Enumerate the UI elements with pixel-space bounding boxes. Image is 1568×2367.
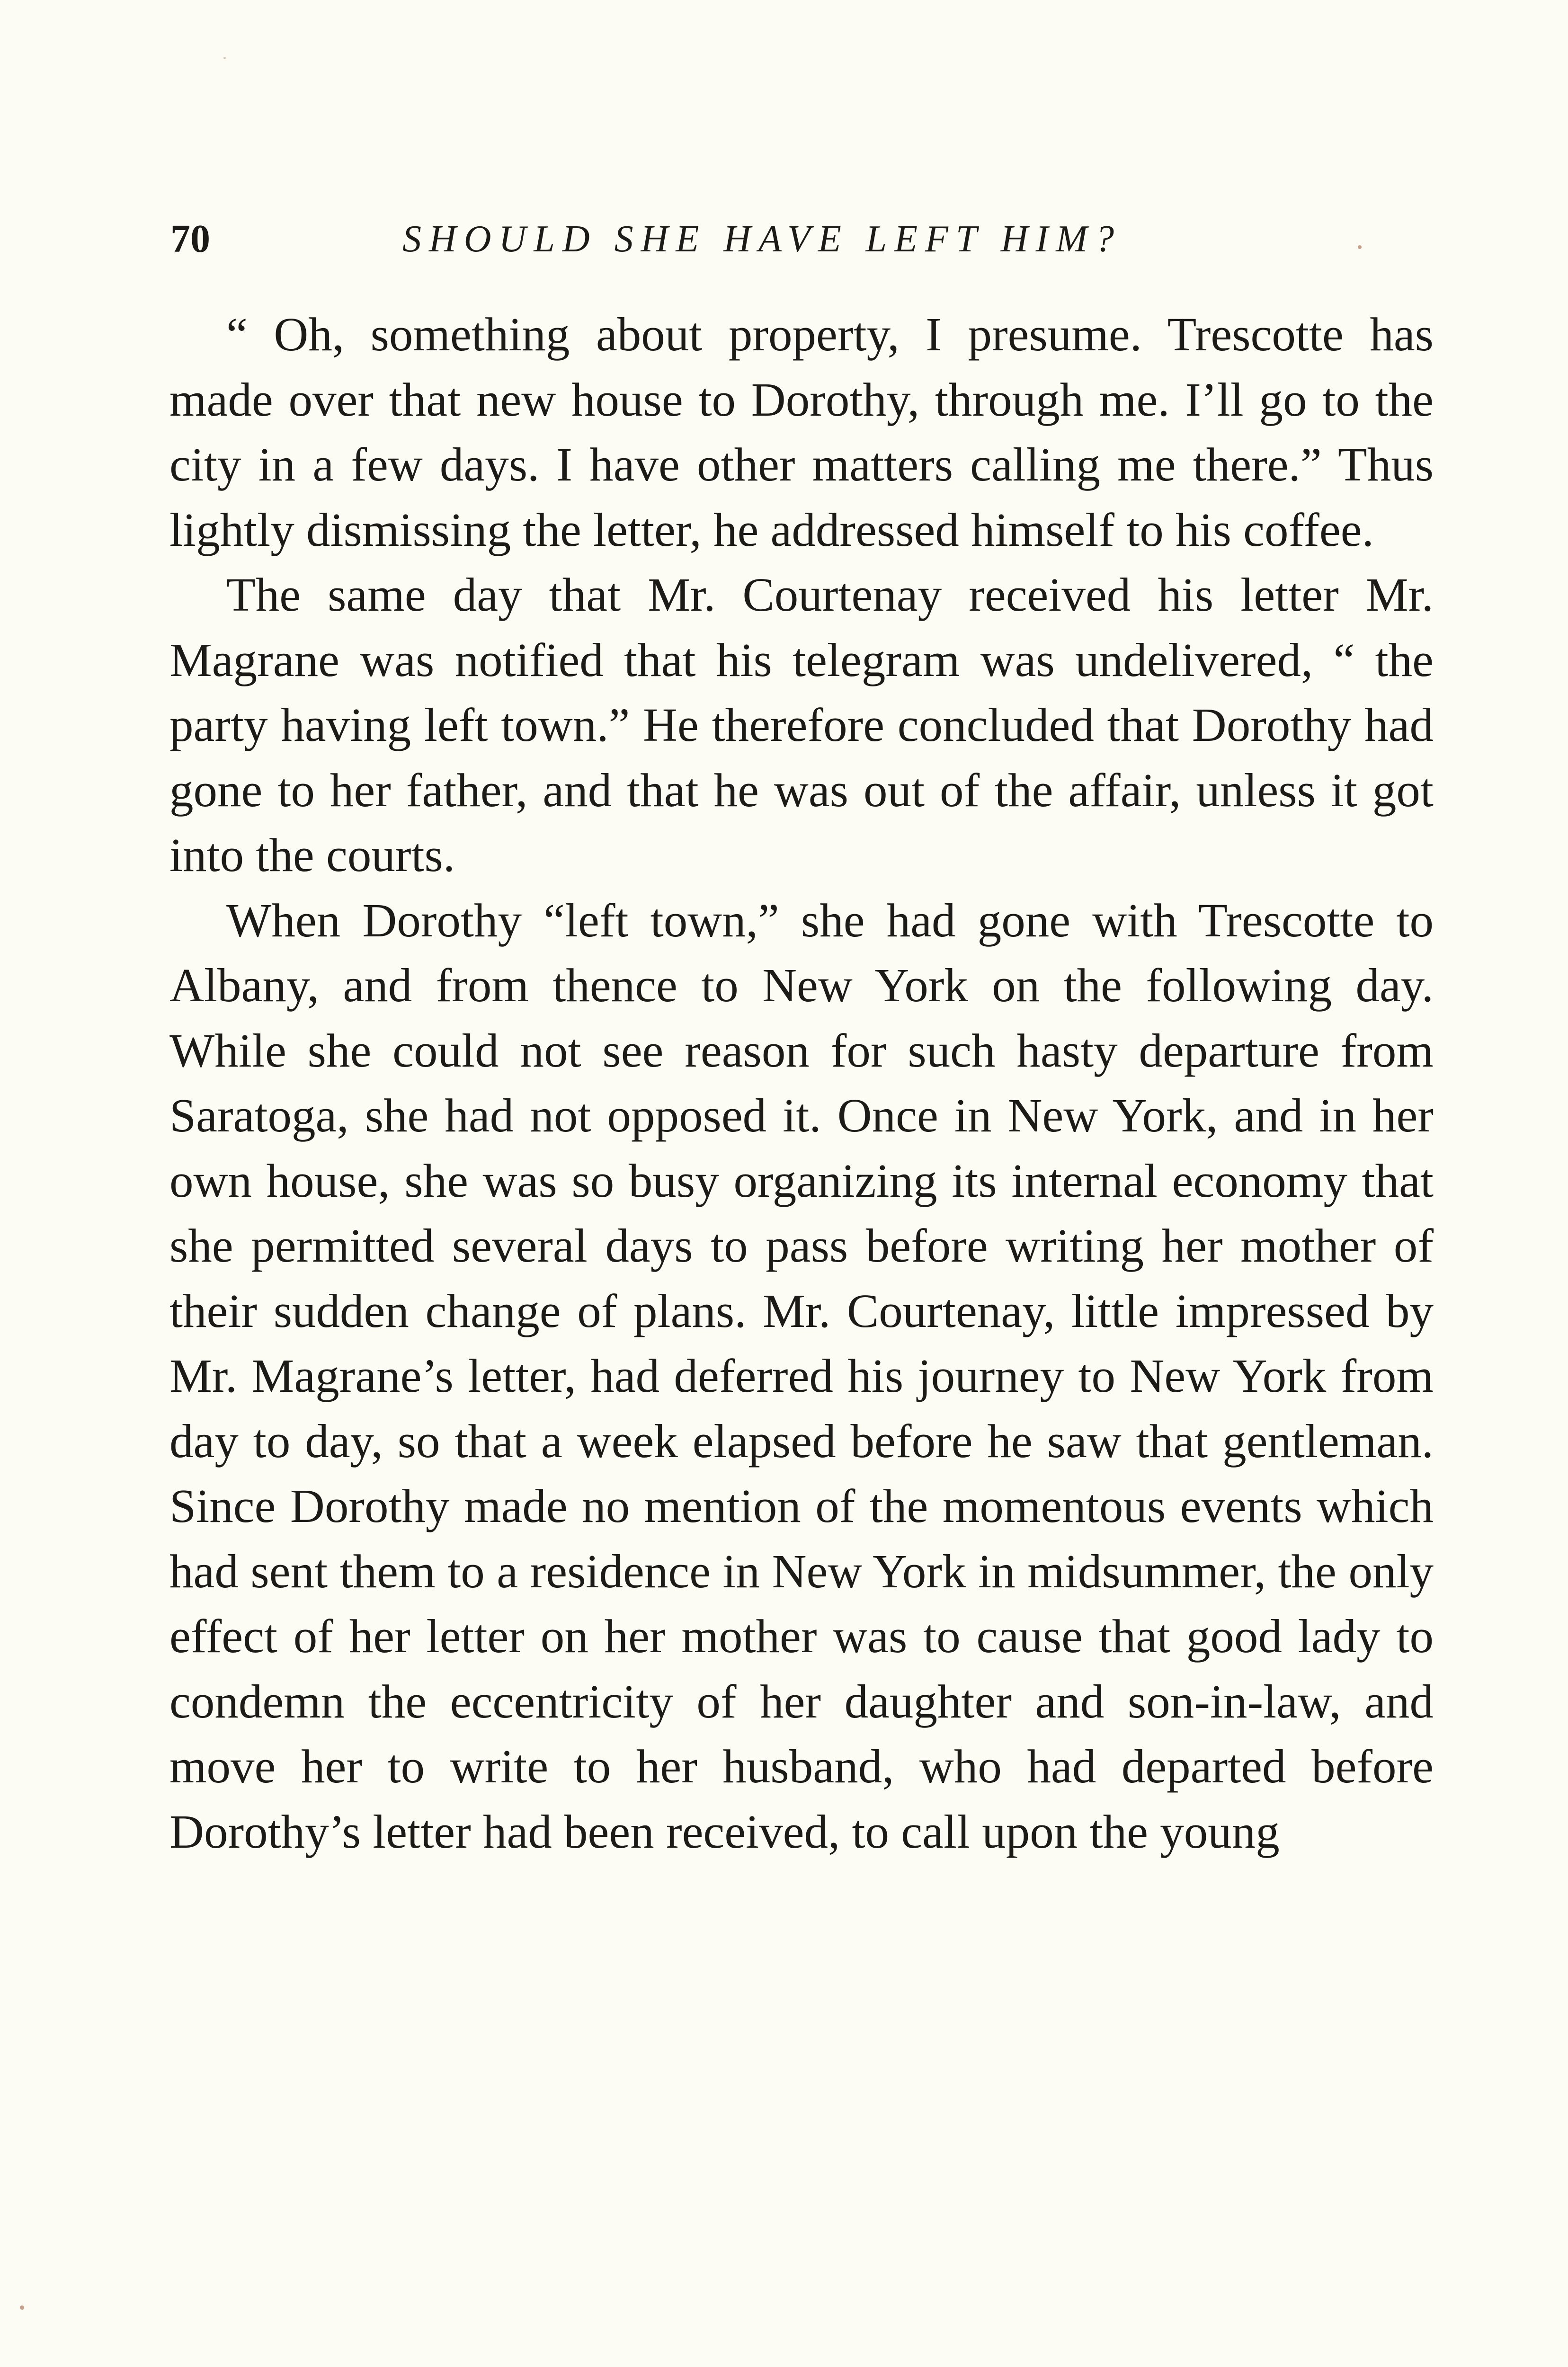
running-title: SHOULD SHE HAVE LEFT HIM? bbox=[402, 218, 1122, 260]
paragraph: “ Oh, something about property, I presume. Trescotte has made over that new house to Dorothy, through me. I’ll go to the city in a few days. I have other matters calling me there.” Thus lightly dismissing the letter, he addressed himself to his coffee. bbox=[169, 308, 1434, 556]
paragraph: The same day that Mr. Courtenay received his letter Mr. Magrane was notified that his telegram was undelivered, “ the party having left town.” He therefore concluded that Dorothy had gone to her father, and that he was out of the affair, unless it got into the courts. bbox=[169, 568, 1434, 881]
paper-speck bbox=[1358, 245, 1362, 249]
paper-speck bbox=[20, 2305, 24, 2310]
page-number: 70 bbox=[170, 217, 210, 261]
paragraph: When Dorothy “left town,” she had gone with Trescotte to Albany, and from thence to New York on the following day. While she could not see reason for such hasty departure from Saratoga, she had not opposed it. Once in New York, and in her own house, she was so busy organizing its internal economy that she permitted several days to pass before writing her mother of their sudden change of plans. Mr. Courtenay, little impressed by Mr. Magrane’s letter, had deferred his journey to New York from day to day, so that a week elapsed before he saw that gentleman. Since Dorothy made no mention of the momentous events which had sent them to a residence in New York in midsummer, the only effect of her letter on her mother was to cause that good lady to condemn the eccentricity of her daughter and son-in-law, and move her to write to her husband, who had departed before Dorothy’s letter had been received, to call upon the young bbox=[169, 893, 1434, 1858]
running-head bbox=[170, 208, 1434, 270]
paper-speck bbox=[223, 57, 226, 59]
body-text bbox=[169, 302, 1434, 1864]
